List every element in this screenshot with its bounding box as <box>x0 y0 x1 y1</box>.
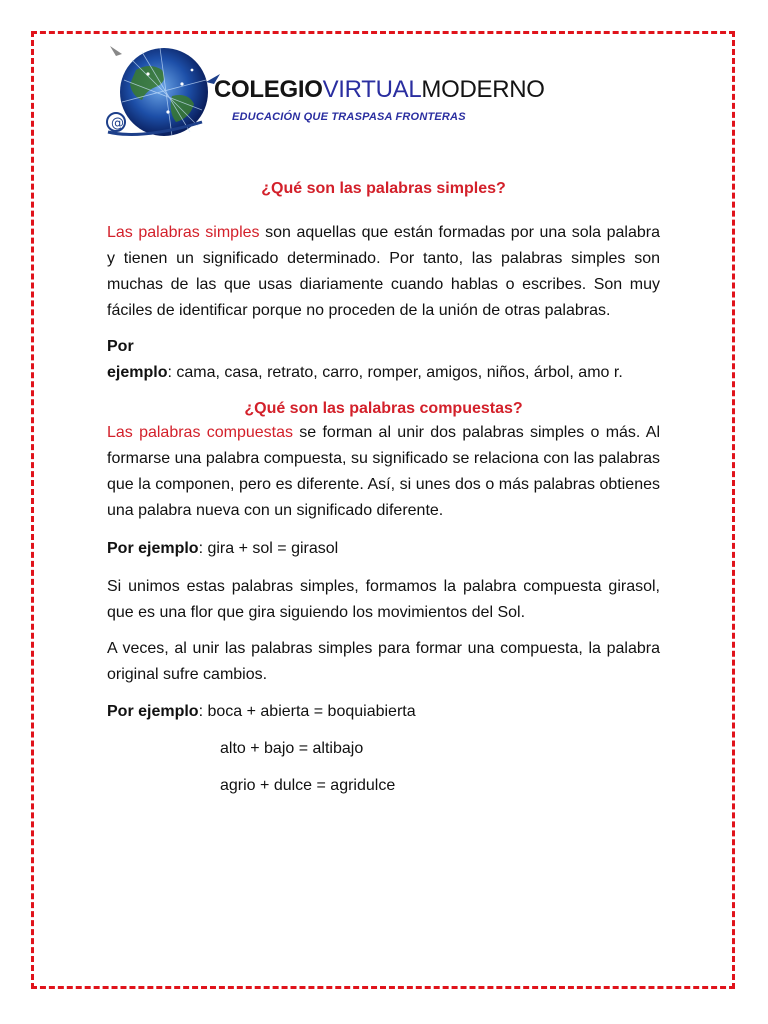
heading-simple-words: ¿Qué son las palabras simples? <box>261 180 506 197</box>
paragraph-simple-words-definition: Las palabras simples son aquellas que están formadas por una sola palabra y tienen un significado determinado. Por tanto, las palabras simples son muchas de las que usas diariamente cuando hablas o escribes. Son muy fáciles de identificar porque no proceden de la unión de otras palabras. <box>107 224 661 319</box>
school-logo <box>102 40 582 140</box>
paragraph-compound-words-definition: Las palabras compuestas se forman al unir dos palabras simples o más. Al formarse una palabra compuesta, su significado se relaciona con las palabras que la componen, pero es diferente. Así, si unes dos o más palabras obtienes una palabra nueva con un significado diferente. <box>107 424 661 519</box>
document-body <box>107 176 660 799</box>
paragraph-girasol-explanation: Si unimos estas palabras simples, formamos la palabra compuesta girasol, que es una flor que gira siguiendo los movimientos del Sol. <box>107 578 660 621</box>
logo-tagline: EDUCACIÓN QUE TRASPASA FRONTERAS <box>232 111 466 123</box>
logo-wordmark: COLEGIOVIRTUALMODERNO <box>214 76 545 103</box>
example-altibajo: alto + bajo = altibajo <box>220 740 364 757</box>
paragraph-spelling-changes: A veces, al unir las palabras simples para formar una compuesta, la palabra original sufre cambios. <box>107 640 660 683</box>
heading-compound-words: ¿Qué son las palabras compuestas? <box>244 400 523 417</box>
example-girasol: Por ejemplo: gira + sol = girasol <box>107 540 339 557</box>
svg-text:@: @ <box>111 116 124 131</box>
example-simple-words: Por ejemplo: cama, casa, retrato, carro, romper, amigos, niños, árbol, amo r. <box>107 338 623 381</box>
example-compound-changes: Por ejemplo: boca + abierta = boquiabierta <box>107 703 416 720</box>
example-agridulce: agrio + dulce = agridulce <box>220 777 396 794</box>
globe-icon <box>102 40 222 140</box>
